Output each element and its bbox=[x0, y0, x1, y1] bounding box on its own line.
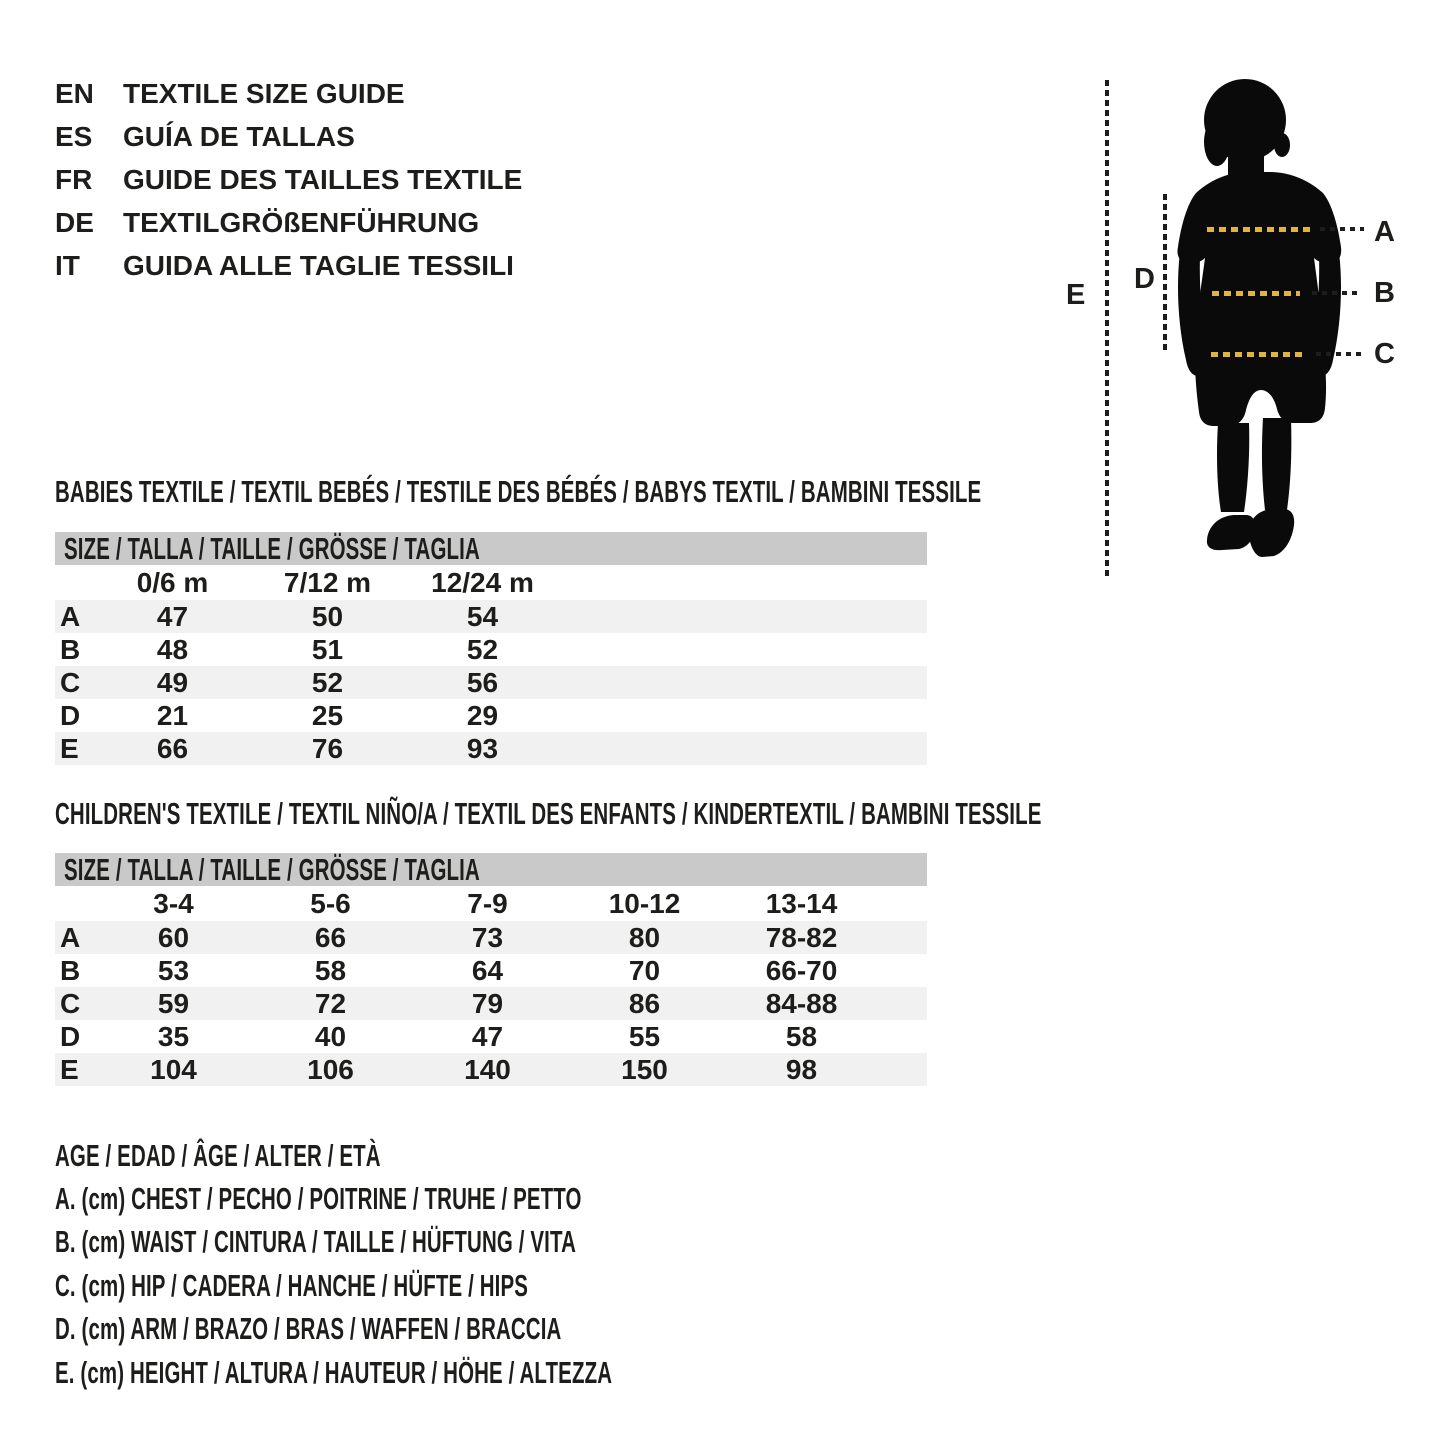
row-label: C bbox=[60, 666, 81, 698]
language-code: EN bbox=[55, 77, 94, 109]
cell: 84-88 bbox=[765, 987, 838, 1019]
legend-line-chest bbox=[55, 1177, 899, 1220]
language-title-block bbox=[55, 72, 522, 287]
cell: 58 bbox=[314, 954, 347, 986]
language-code: FR bbox=[55, 163, 93, 195]
language-code: DE bbox=[55, 206, 94, 238]
language-row-es bbox=[55, 115, 522, 158]
babies-table-row-e bbox=[55, 732, 927, 765]
cell: 66-70 bbox=[765, 954, 838, 986]
cell: 73 bbox=[471, 921, 504, 953]
language-row-de bbox=[55, 201, 522, 244]
children-section-title bbox=[55, 796, 1445, 831]
cell: 52 bbox=[311, 666, 344, 698]
legend-text: E. (cm) HEIGHT / ALTURA / HAUTEUR / HÖHE / ALTEZZA bbox=[55, 1354, 613, 1390]
row-label: A bbox=[60, 921, 81, 953]
chest-measure-dash-yellow bbox=[1207, 227, 1312, 232]
babies-table-row-c bbox=[55, 666, 927, 699]
cell: 56 bbox=[466, 666, 499, 698]
child-silhouette-image bbox=[1130, 60, 1390, 590]
legend-line-waist bbox=[55, 1221, 899, 1264]
children-table-row-c bbox=[55, 987, 927, 1020]
children-column-headers bbox=[55, 886, 927, 921]
cell: 59 bbox=[157, 987, 190, 1019]
cell: 50 bbox=[311, 600, 344, 632]
language-row-en bbox=[55, 72, 522, 115]
children-table-row-b bbox=[55, 954, 927, 987]
cell: 49 bbox=[156, 666, 189, 698]
cell: 54 bbox=[466, 600, 499, 632]
row-label: B bbox=[60, 954, 81, 986]
cell: 72 bbox=[314, 987, 347, 1019]
babies-size-band-text: SIZE / TALLA / TAILLE / GRÖSSE / TAGLIA bbox=[64, 530, 480, 566]
cell: 25 bbox=[311, 699, 344, 731]
children-col-header: 7-9 bbox=[467, 887, 508, 919]
cell: 55 bbox=[628, 1020, 661, 1052]
language-title: GUIDA ALLE TAGLIE TESSILI bbox=[123, 249, 514, 281]
cell: 52 bbox=[466, 633, 499, 665]
waist-measure-dash-black bbox=[1312, 291, 1362, 295]
babies-col-header: 7/12 m bbox=[283, 566, 372, 598]
cell: 80 bbox=[628, 921, 661, 953]
cell: 29 bbox=[466, 699, 499, 731]
cell: 79 bbox=[471, 987, 504, 1019]
cell: 53 bbox=[157, 954, 190, 986]
cell: 64 bbox=[471, 954, 504, 986]
children-table-row-e bbox=[55, 1053, 927, 1086]
cell: 66 bbox=[314, 921, 347, 953]
cell: 47 bbox=[471, 1020, 504, 1052]
row-label: E bbox=[60, 1053, 79, 1085]
arm-measure-line-d bbox=[1163, 194, 1167, 352]
figure-label-a: A bbox=[1374, 216, 1395, 248]
babies-column-headers bbox=[55, 565, 927, 600]
cell: 40 bbox=[314, 1020, 347, 1052]
legend-text: B. (cm) WAIST / CINTURA / TAILLE / HÜFTUNG / VITA bbox=[55, 1224, 576, 1260]
babies-table-row-a bbox=[55, 600, 927, 633]
babies-size-band bbox=[55, 532, 927, 565]
cell: 76 bbox=[311, 732, 344, 764]
hip-measure-dash-black bbox=[1316, 352, 1362, 356]
hip-measure-dash-yellow bbox=[1211, 352, 1306, 357]
legend-line-hip bbox=[55, 1264, 899, 1307]
measurement-legend bbox=[55, 1134, 899, 1394]
legend-text: AGE / EDAD / ÂGE / ALTER / ETÀ bbox=[55, 1137, 381, 1173]
children-col-header: 10-12 bbox=[608, 887, 681, 919]
language-title: TEXTILGRÖßENFÜHRUNG bbox=[123, 206, 480, 238]
children-size-table bbox=[55, 853, 927, 1086]
cell: 51 bbox=[311, 633, 344, 665]
row-label: A bbox=[60, 600, 81, 632]
language-title: TEXTILE SIZE GUIDE bbox=[123, 77, 405, 109]
cell: 21 bbox=[156, 699, 189, 731]
cell: 48 bbox=[156, 633, 189, 665]
cell: 70 bbox=[628, 954, 661, 986]
babies-table-row-b bbox=[55, 633, 927, 666]
row-label: B bbox=[60, 633, 81, 665]
babies-col-header: 0/6 m bbox=[136, 566, 209, 598]
language-row-it bbox=[55, 244, 522, 287]
children-table-row-d bbox=[55, 1020, 927, 1053]
row-label: D bbox=[60, 1020, 81, 1052]
figure-label-c: C bbox=[1374, 338, 1395, 370]
children-col-header: 3-4 bbox=[153, 887, 194, 919]
language-title: GUIDE DES TAILLES TEXTILE bbox=[123, 163, 523, 195]
cell: 93 bbox=[466, 732, 499, 764]
row-label: D bbox=[60, 699, 81, 731]
cell: 60 bbox=[157, 921, 190, 953]
children-section-title-text: CHILDREN'S TEXTILE / TEXTIL NIÑO/A / TEXTIL DES ENFANTS / KINDERTEXTIL / BAMBINI TESSILE bbox=[55, 795, 1042, 831]
chest-measure-dash-black bbox=[1320, 227, 1364, 231]
children-col-header: 13-14 bbox=[765, 887, 838, 919]
language-title: GUÍA DE TALLAS bbox=[123, 120, 355, 152]
cell: 104 bbox=[150, 1053, 197, 1085]
babies-section-title bbox=[55, 474, 1445, 509]
children-size-band-text: SIZE / TALLA / TAILLE / GRÖSSE / TAGLIA bbox=[64, 851, 480, 887]
figure-label-b: B bbox=[1374, 277, 1395, 309]
children-size-band bbox=[55, 853, 927, 886]
row-label: C bbox=[60, 987, 81, 1019]
babies-section-title-text: BABIES TEXTILE / TEXTIL BEBÉS / TESTILE DES BÉBÉS / BABYS TEXTIL / BAMBINI TESSILE bbox=[55, 473, 982, 509]
cell: 106 bbox=[307, 1053, 354, 1085]
babies-table-row-d bbox=[55, 699, 927, 732]
cell: 58 bbox=[785, 1020, 818, 1052]
legend-line-height bbox=[55, 1351, 899, 1394]
legend-line-arm bbox=[55, 1308, 899, 1351]
figure-label-e: E bbox=[1066, 279, 1086, 311]
children-table-row-a bbox=[55, 921, 927, 954]
row-label: E bbox=[60, 732, 79, 764]
cell: 86 bbox=[628, 987, 661, 1019]
language-row-fr bbox=[55, 158, 522, 201]
figure-label-d: D bbox=[1134, 263, 1155, 295]
language-code: ES bbox=[55, 120, 93, 152]
legend-line-age bbox=[55, 1134, 899, 1177]
cell: 98 bbox=[785, 1053, 818, 1085]
cell: 47 bbox=[156, 600, 189, 632]
cell: 35 bbox=[157, 1020, 190, 1052]
cell: 66 bbox=[156, 732, 189, 764]
waist-measure-dash-yellow bbox=[1212, 291, 1300, 296]
cell: 78-82 bbox=[765, 921, 838, 953]
cell: 140 bbox=[464, 1053, 511, 1085]
legend-text: A. (cm) CHEST / PECHO / POITRINE / TRUHE / PETTO bbox=[55, 1181, 582, 1217]
children-col-header: 5-6 bbox=[310, 887, 351, 919]
legend-text: D. (cm) ARM / BRAZO / BRAS / WAFFEN / BRACCIA bbox=[55, 1311, 562, 1347]
language-code: IT bbox=[55, 249, 80, 281]
babies-col-header: 12/24 m bbox=[431, 566, 534, 598]
legend-text: C. (cm) HIP / CADERA / HANCHE / HÜFTE / HIPS bbox=[55, 1267, 529, 1303]
babies-size-table bbox=[55, 532, 927, 765]
cell: 150 bbox=[621, 1053, 668, 1085]
